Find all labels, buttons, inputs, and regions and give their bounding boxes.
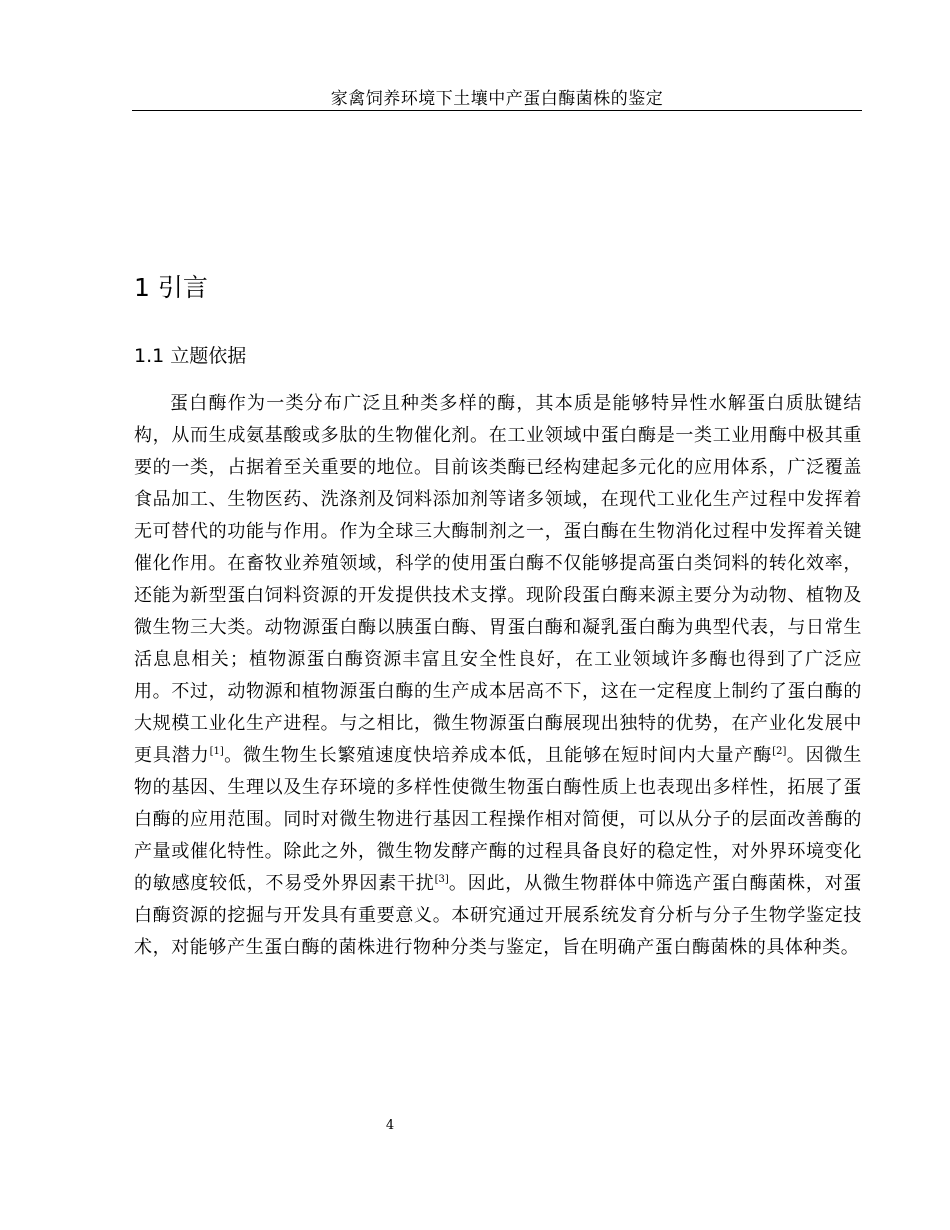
body-paragraph [134, 388, 862, 964]
paragraph-text-segment: 。因微生物的基因、生理以及生存环境的多样性使微生物蛋白酶性质上也表现出多样性，拓展了蛋白酶的应用范围。同时对微生物进行基因工程操作相对简便，可以从分子的层面改善酶的产量或催化特性。除此之外，微生物发酵产酶的过程具备良好的稳定性，对外界环境变化的敏感度较低，不易受外界因素干扰 [134, 745, 862, 894]
paragraph-text-segment: 。微生物生长繁殖速度快培养成本低，且能够在短时间内大量产酶 [223, 745, 773, 766]
header-rule [132, 110, 862, 111]
section-heading: 1.1 立题依据 [134, 345, 247, 367]
citation-ref-2: [2] [772, 746, 787, 757]
running-header-title: 家禽饲养环境下土壤中产蛋白酶菌株的鉴定 [330, 89, 664, 109]
chapter-heading: 1 引言 [134, 273, 208, 302]
page-number: 4 [385, 1118, 395, 1133]
citation-ref-3: [3] [434, 874, 449, 885]
citation-ref-1: [1] [209, 746, 224, 757]
paragraph-text-segment: 。因此，从微生物群体中筛选产蛋白酶菌株，对蛋白酶资源的挖掘与开发具有重要意义。本研究通过开展系统发育分析与分子生物学鉴定技术，对能够产生蛋白酶的菌株进行物种分类与鉴定，旨在明确产蛋白酶菌株的具体种类。 [134, 873, 862, 958]
paragraph-text-segment: 蛋白酶作为一类分布广泛且种类多样的酶，其本质是能够特异性水解蛋白质肽键结构，从而生成氨基酸或多肽的生物催化剂。在工业领域中蛋白酶是一类工业用酶中极其重要的一类，占据着至关重要的地位。目前该类酶已经构建起多元化的应用体系，广泛覆盖食品加工、生物医药、洗涤剂及饲料添加剂等诸多领域，在现代工业化生产过程中发挥着无可替代的功能与作用。作为全球三大酶制剂之一，蛋白酶在生物消化过程中发挥着关键催化作用。在畜牧业养殖领域，科学的使用蛋白酶不仅能够提高蛋白类饲料的转化效率，还能为新型蛋白饲料资源的开发提供技术支撑。现阶段蛋白酶来源主要分为动物、植物及微生物三大类。动物源蛋白酶以胰蛋白酶、胃蛋白酶和凝乳蛋白酶为典型代表，与日常生活息息相关；植物源蛋白酶资源丰富且安全性良好，在工业领域许多酶也得到了广泛应用。不过，动物源和植物源蛋白酶的生产成本居高不下，这在一定程度上制约了蛋白酶的大规模工业化生产进程。与之相比，微生物源蛋白酶展现出独特的优势，在产业化发展中更具潜力 [134, 393, 862, 766]
